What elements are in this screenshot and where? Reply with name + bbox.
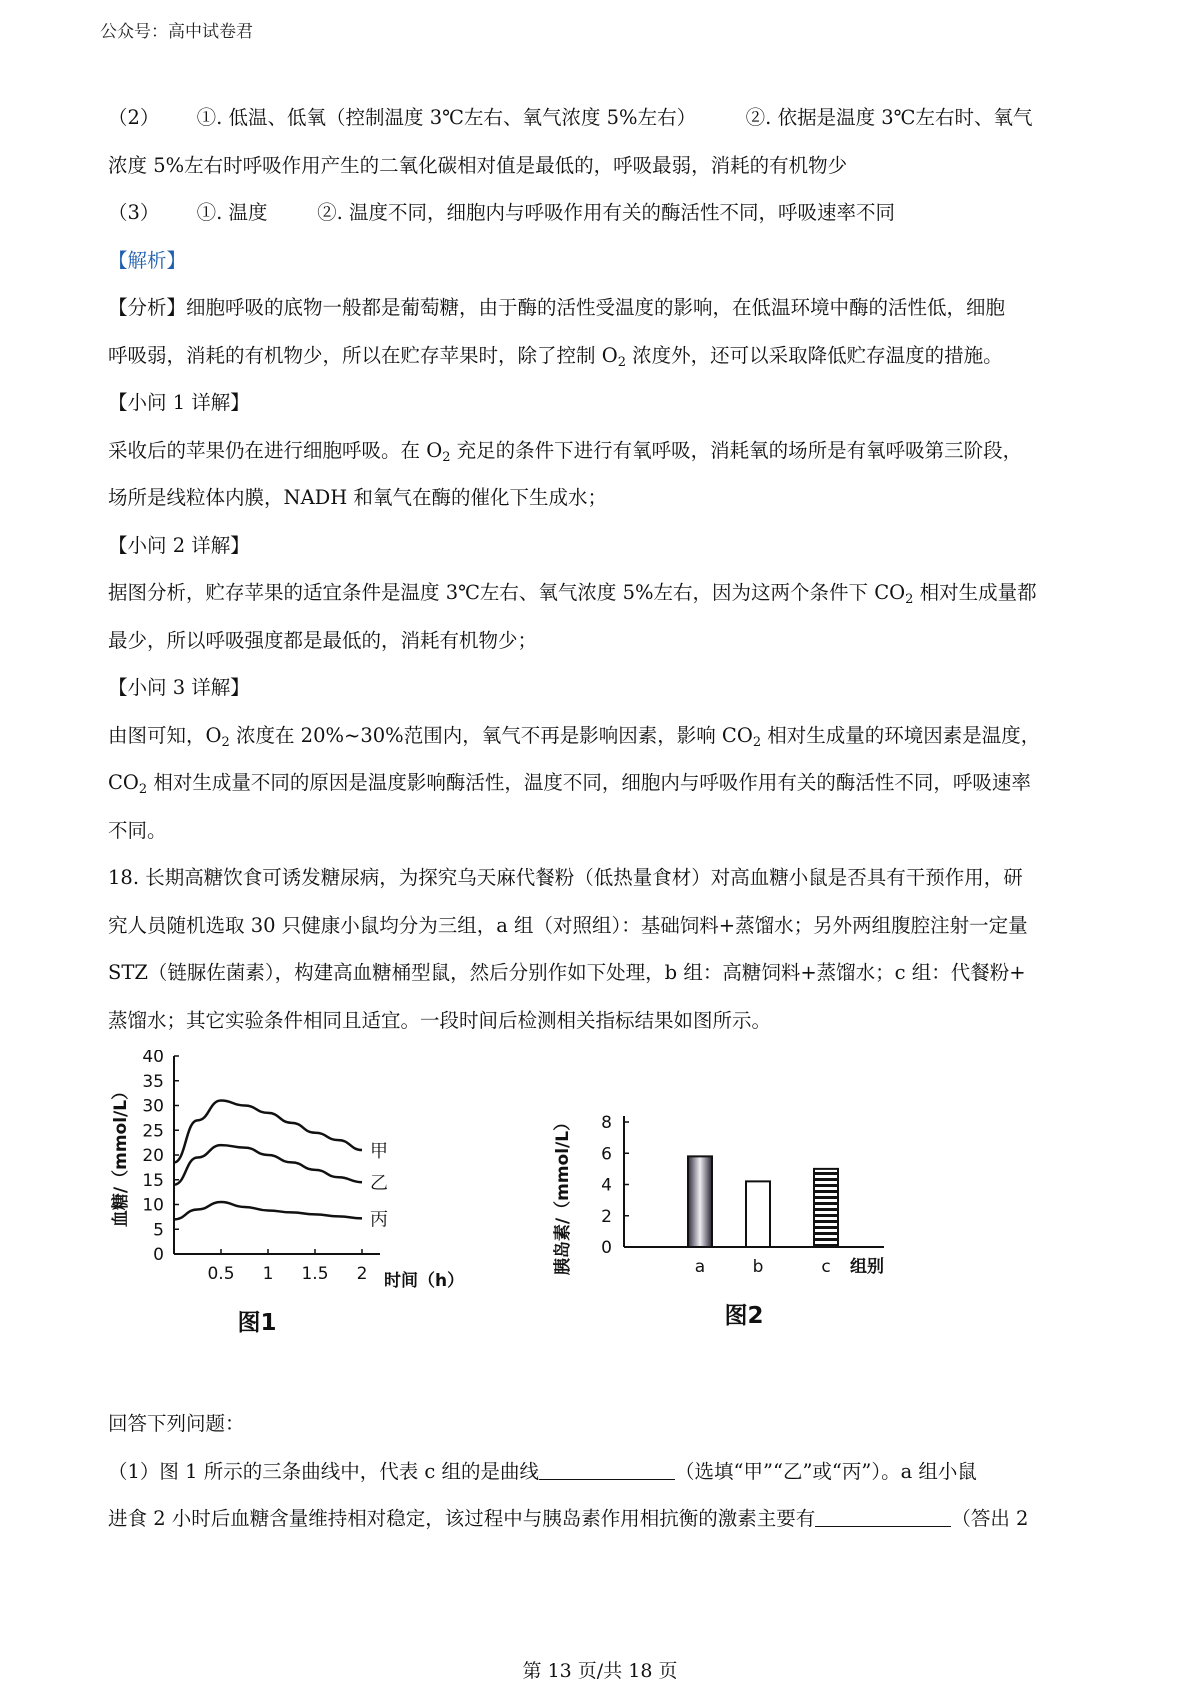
answer-2-line-1: [108, 94, 1103, 142]
x-tick-label: b: [752, 1257, 764, 1277]
q3-text-1c: 相对生成量的环境因素是温度，: [761, 723, 1041, 747]
q3-line-3: 不同。: [108, 818, 167, 842]
answer-3-part-1: ①. 温度: [196, 201, 268, 224]
subscript: 2: [752, 734, 762, 750]
y-tick-label: 2: [601, 1206, 612, 1227]
y-tick-label: 0: [601, 1238, 612, 1258]
jiexi-heading: 【解析】: [108, 248, 187, 272]
q2-line-1: [108, 569, 1103, 617]
y-tick-label: 15: [142, 1170, 164, 1191]
answer-3-line: [108, 189, 1103, 237]
series-line-乙: [174, 1145, 362, 1185]
y-axis-label: 胰岛素/（mmol/L）: [553, 1113, 573, 1276]
x-tick-label: 1.5: [301, 1264, 329, 1284]
q2-line-2: 最少，所以呼吸强度都是最低的，消耗有机物少；: [108, 628, 538, 652]
series-label-甲: 甲: [370, 1141, 388, 1163]
page-header: 公众号：高中试卷君: [100, 22, 253, 42]
figure-2-title: 图2: [724, 1303, 764, 1329]
y-tick-label: 40: [142, 1050, 164, 1067]
x-tick-label: c: [821, 1257, 831, 1277]
question-18-line-3: STZ（链脲佐菌素），构建高血糖桶型鼠，然后分别作如下处理，b 组：高糖饲料+蒸馏水；c 组：代餐粉+: [108, 961, 1026, 984]
answer-2-part-1: ①. 低温、低氧（控制温度 3℃左右、氧气浓度 5%左右）: [196, 106, 697, 129]
bar-a: [688, 1156, 712, 1247]
y-tick-label: 20: [142, 1146, 164, 1166]
analysis-text-1: 细胞呼吸的底物一般都是葡萄糖，由于酶的活性受温度的影响，在低温环境中酶的活性低，细胞: [186, 296, 1006, 319]
bar-b: [746, 1181, 770, 1247]
q3-text-1b: 浓度在 20%~30%范围内，氧气不再是影响因素，影响 CO: [229, 723, 753, 747]
q1-heading: 【小问 1 详解】: [108, 391, 250, 414]
subscript: 2: [442, 449, 451, 465]
q3-text-1a: 由图可知，O: [108, 723, 222, 747]
subscript: 2: [221, 734, 230, 750]
sub-question-1-text-b: （选填“甲”“乙”或“丙”）。a 组小鼠: [675, 1459, 977, 1483]
subscript: 2: [905, 592, 914, 607]
answer-3-part-2: ②. 温度不同，细胞内与呼吸作用有关的酶活性不同，呼吸速率不同: [317, 201, 896, 224]
answer-3-label: （3）: [108, 201, 160, 224]
figures: [108, 1050, 1098, 1390]
answer-prompt: 回答下列问题：: [108, 1412, 245, 1435]
blank-line[interactable]: [815, 1506, 951, 1527]
q3-text-2b: 相对生成量不同的原因是温度影响酶活性，温度不同，细胞内与呼吸作用有关的酶活性不同，呼吸速率: [147, 771, 1031, 794]
x-tick-label: 1: [262, 1264, 274, 1284]
figure-1-title: 图1: [237, 1310, 277, 1336]
y-tick-label: 5: [153, 1220, 164, 1241]
sub-question-1-text-c: 进食 2 小时后血糖含量维持相对稳定，该过程中与胰岛素作用相抗衡的激素主要有: [108, 1507, 816, 1530]
sub-question-1-text-a: （1）图 1 所示的三条曲线中，代表 c 组的是曲线: [108, 1459, 540, 1483]
x-tick-label: 2: [356, 1264, 368, 1284]
y-tick-label: 0: [153, 1245, 164, 1265]
series-label-乙: 乙: [370, 1173, 388, 1195]
sub-question-1-line-2: [108, 1495, 1103, 1543]
sub-questions: [108, 1400, 1103, 1543]
page-footer: 第 13 页/共 18 页: [522, 1660, 678, 1682]
q3-text-2a: CO: [108, 771, 139, 794]
q1-text-1b: 充足的条件下进行有氧呼吸，消耗氧的场所是有氧呼吸第三阶段，: [450, 438, 1023, 462]
blank-line[interactable]: [539, 1459, 675, 1480]
q2-heading: 【小问 2 详解】: [108, 533, 250, 557]
q3-line-2: [108, 759, 1103, 807]
q3-heading: 【小问 3 详解】: [108, 676, 250, 699]
analysis-text-2a: 呼吸弱，消耗的有机物少，所以在贮存苹果时，除了控制 O: [108, 343, 618, 367]
series-label-丙: 丙: [370, 1209, 388, 1231]
figure-2-bar-chart: [538, 1050, 958, 1390]
analysis-label: 【分析】: [108, 296, 187, 319]
answer-2-line-2: 浓度 5%左右时呼吸作用产生的二氧化碳相对值是最低的，呼吸最弱，消耗的有机物少: [108, 153, 848, 177]
y-tick-label: 8: [601, 1113, 612, 1133]
y-tick-label: 10: [142, 1195, 164, 1216]
analysis-line-1: [108, 284, 1103, 332]
bar-c: [814, 1169, 838, 1247]
subscript: 2: [138, 782, 148, 797]
x-tick-label: 0.5: [207, 1264, 235, 1284]
subscript: 2: [617, 354, 626, 370]
series-line-甲: [174, 1101, 362, 1163]
y-tick-label: 4: [601, 1175, 612, 1196]
y-tick-label: 35: [142, 1071, 164, 1092]
x-tick-label: a: [694, 1257, 706, 1277]
sub-question-1-text-d: （答出 2: [951, 1507, 1029, 1530]
question-18-line-1: 18. 长期高糖饮食可诱发糖尿病，为探究乌天麻代餐粉（低热量食材）对高血糖小鼠是否具有干预作用，研: [108, 866, 1023, 889]
analysis-line-2: [108, 332, 1103, 380]
y-tick-label: 30: [142, 1096, 164, 1117]
q3-line-1: [108, 712, 1103, 760]
question-18-line-4: 蒸馏水；其它实验条件相同且适宜。一段时间后检测相关指标结果如图所示。: [108, 1008, 772, 1032]
answer-2-part-2: ②. 依据是温度 3℃左右时、氧气: [745, 106, 1033, 129]
y-tick-label: 6: [601, 1144, 612, 1165]
question-18-line-2: 究人员随机选取 30 只健康小鼠均分为三组，a 组（对照组）：基础饲料+蒸馏水；另外两组腹腔注射一定量: [108, 913, 1028, 937]
q2-text-1b: 相对生成量都: [913, 581, 1037, 604]
q2-text-1a: 据图分析，贮存苹果的适宜条件是温度 3℃左右、氧气浓度 5%左右，因为这两个条件下 CO: [108, 581, 906, 604]
analysis-text-2b: 浓度外，还可以采取降低贮存温度的措施。: [625, 343, 1003, 367]
y-tick-label: 25: [142, 1121, 164, 1142]
series-line-丙: [174, 1202, 362, 1219]
figure-1-line-chart: [108, 1050, 548, 1390]
q1-line-2: 场所是线粒体内膜，NADH 和氧气在酶的催化下生成水；: [108, 486, 607, 509]
answer-2-label: （2）: [108, 106, 160, 129]
y-axis-label: 血糖/（mmol/L）: [111, 1082, 131, 1228]
document-body: [108, 94, 1103, 1044]
q1-line-1: [108, 427, 1103, 475]
q1-text-1a: 采收后的苹果仍在进行细胞呼吸。在 O: [108, 438, 443, 462]
x-axis-label: 组别: [850, 1257, 884, 1277]
sub-question-1-line-1: [108, 1448, 1103, 1496]
x-axis-label: 时间（h）: [384, 1271, 465, 1291]
